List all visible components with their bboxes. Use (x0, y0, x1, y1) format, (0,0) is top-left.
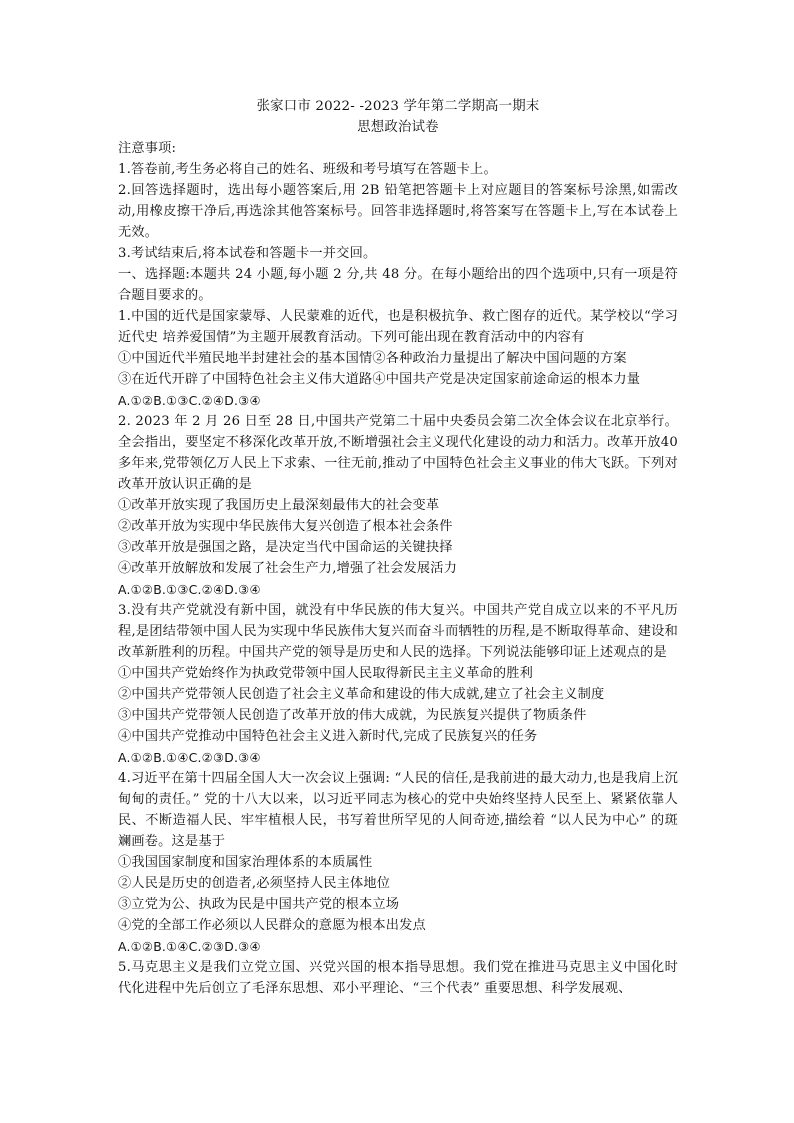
question-3 (118, 600, 678, 768)
question-5 (118, 957, 678, 999)
question-stem: 2. 2023 年 2 月 26 日至 28 日,中国共产党第二十届中央委员会第二次全体会议在北京举行。全会指出，要坚定不移深化改革开放,不断增强社会主义现代化建设的动力和活力。改革开放40多年来,党带领亿万人民上下求索、一往无前,推动了中国特色社会主义事业的伟大飞跃。下列对改革开放认识正确的是 (118, 414, 678, 492)
exam-title: 张家口市 2022- -2023 学年第二学期高一期末 (256, 99, 540, 114)
question-stem: 1.中国的近代是国家蒙辱、人民蒙难的近代，也是积极抗争、救亡图存的近代。某学校以“学习近代史 培养爱国情”为主题开展教育活动。下列可能出现在教育活动中的内容有 (118, 309, 678, 345)
question-option: ③在近代开辟了中国特色社会主义伟大道路④中国共产党是决定国家前途命运的根本力量 (118, 372, 641, 387)
answer-choices: A.①②B.①③C.②④D.③④ (118, 582, 261, 597)
exam-page (118, 96, 678, 999)
question-stem: 5.马克思主义是我们立党立国、兴党兴国的根本指导思想。我们党在推进马克思主义中国化时代化进程中先后创立了毛泽东思想、邓小平理论、“三个代表” 重要思想、科学发展观、 (118, 960, 678, 996)
question-option: ③改革开放是强国之路，是决定当代中国命运的关键抉择 (118, 540, 453, 555)
question-2 (118, 411, 678, 600)
notice-item: 3.考试结束后,将本试卷和答题卡一并交回。 (118, 246, 377, 261)
answer-choices: A.①②B.①④C.②③D.③④ (118, 939, 261, 954)
question-option: ④改革开放解放和发展了社会生产力,增强了社会发展活力 (118, 561, 458, 576)
question-option: ①我国国家制度和国家治理体系的本质属性 (118, 855, 373, 870)
answer-choices: A.①②B.①④C.②③D.③④ (118, 750, 261, 765)
question-4 (118, 768, 678, 957)
section-instruction: 一、选择题:本题共 24 小题,每小题 2 分,共 48 分。在每小题给出的四个选项中,只有一项是符合题目要求的。 (118, 267, 678, 303)
question-option: ②人民是历史的创造者,必须坚持人民主体地位 (118, 876, 391, 891)
question-option: ④党的全部工作必须以人民群众的意愿为根本出发点 (118, 918, 426, 933)
exam-subtitle: 思想政治试卷 (357, 120, 439, 135)
question-stem: 4.习近平在第十四届全国人大一次会议上强调: “人民的信任,是我前进的最大动力,也是我肩上沉甸甸的责任。” 党的十八大以来，以习近平同志为核心的党中央始终坚持人民至上、紧紧依靠人民、不断造福人民、牢牢植根人民，书写着世所罕见的人间奇迹,描绘着 “以人民为中心” 的斑斓画卷。这是基于 (118, 771, 678, 849)
question-option: ②改革开放为实现中华民族伟大复兴创造了根本社会条件 (118, 519, 453, 534)
notice-item: 2.回答选择题时，选出每小题答案后,用 2B 铅笔把答题卡上对应题目的答案标号涂黑,如需改动,用橡皮擦干净后,再选涂其他答案标号。回答非选择题时,将答案写在答题卡上,写在本试卷上无效。 (118, 183, 678, 240)
question-option: ③立党为公、执政为民是中国共产党的根本立场 (118, 897, 400, 912)
question-stem: 3.没有共产党就没有新中国，就没有中华民族的伟大复兴。中国共产党自成立以来的不平凡历程,是团结带领中国人民为实现中华民族伟大复兴而奋斗而牺牲的历程,是不断取得革命、建设和改革新胜利的历程。中国共产党的领导是历史和人民的选择。下列说法能够印证上述观点的是 (118, 603, 678, 660)
question-option: ④中国共产党推动中国特色社会主义进入新时代,完成了民族复兴的任务 (118, 729, 538, 744)
question-option: ②中国共产党带领人民创造了社会主义革命和建设的伟大成就,建立了社会主义制度 (118, 687, 605, 702)
question-option: ③中国共产党带领人民创造了改革开放的伟大成就，为民族复兴提供了物质条件 (118, 708, 587, 723)
question-option: ①中国共产党始终作为执政党带领中国人民取得新民主主义革命的胜利 (118, 666, 534, 681)
question-1 (118, 306, 678, 411)
question-option: ①改革开放实现了我国历史上最深刻最伟大的社会变革 (118, 498, 440, 513)
notice-heading: 注意事项: (118, 141, 177, 156)
question-option: ①中国近代半殖民地半封建社会的基本国情②各种政治力量提出了解决中国问题的方案 (118, 351, 627, 366)
answer-choices: A.①②B.①③C.②④D.③④ (118, 393, 261, 408)
notice-item: 1.答卷前,考生务必将自己的姓名、班级和考号填写在答题卡上。 (118, 162, 497, 177)
